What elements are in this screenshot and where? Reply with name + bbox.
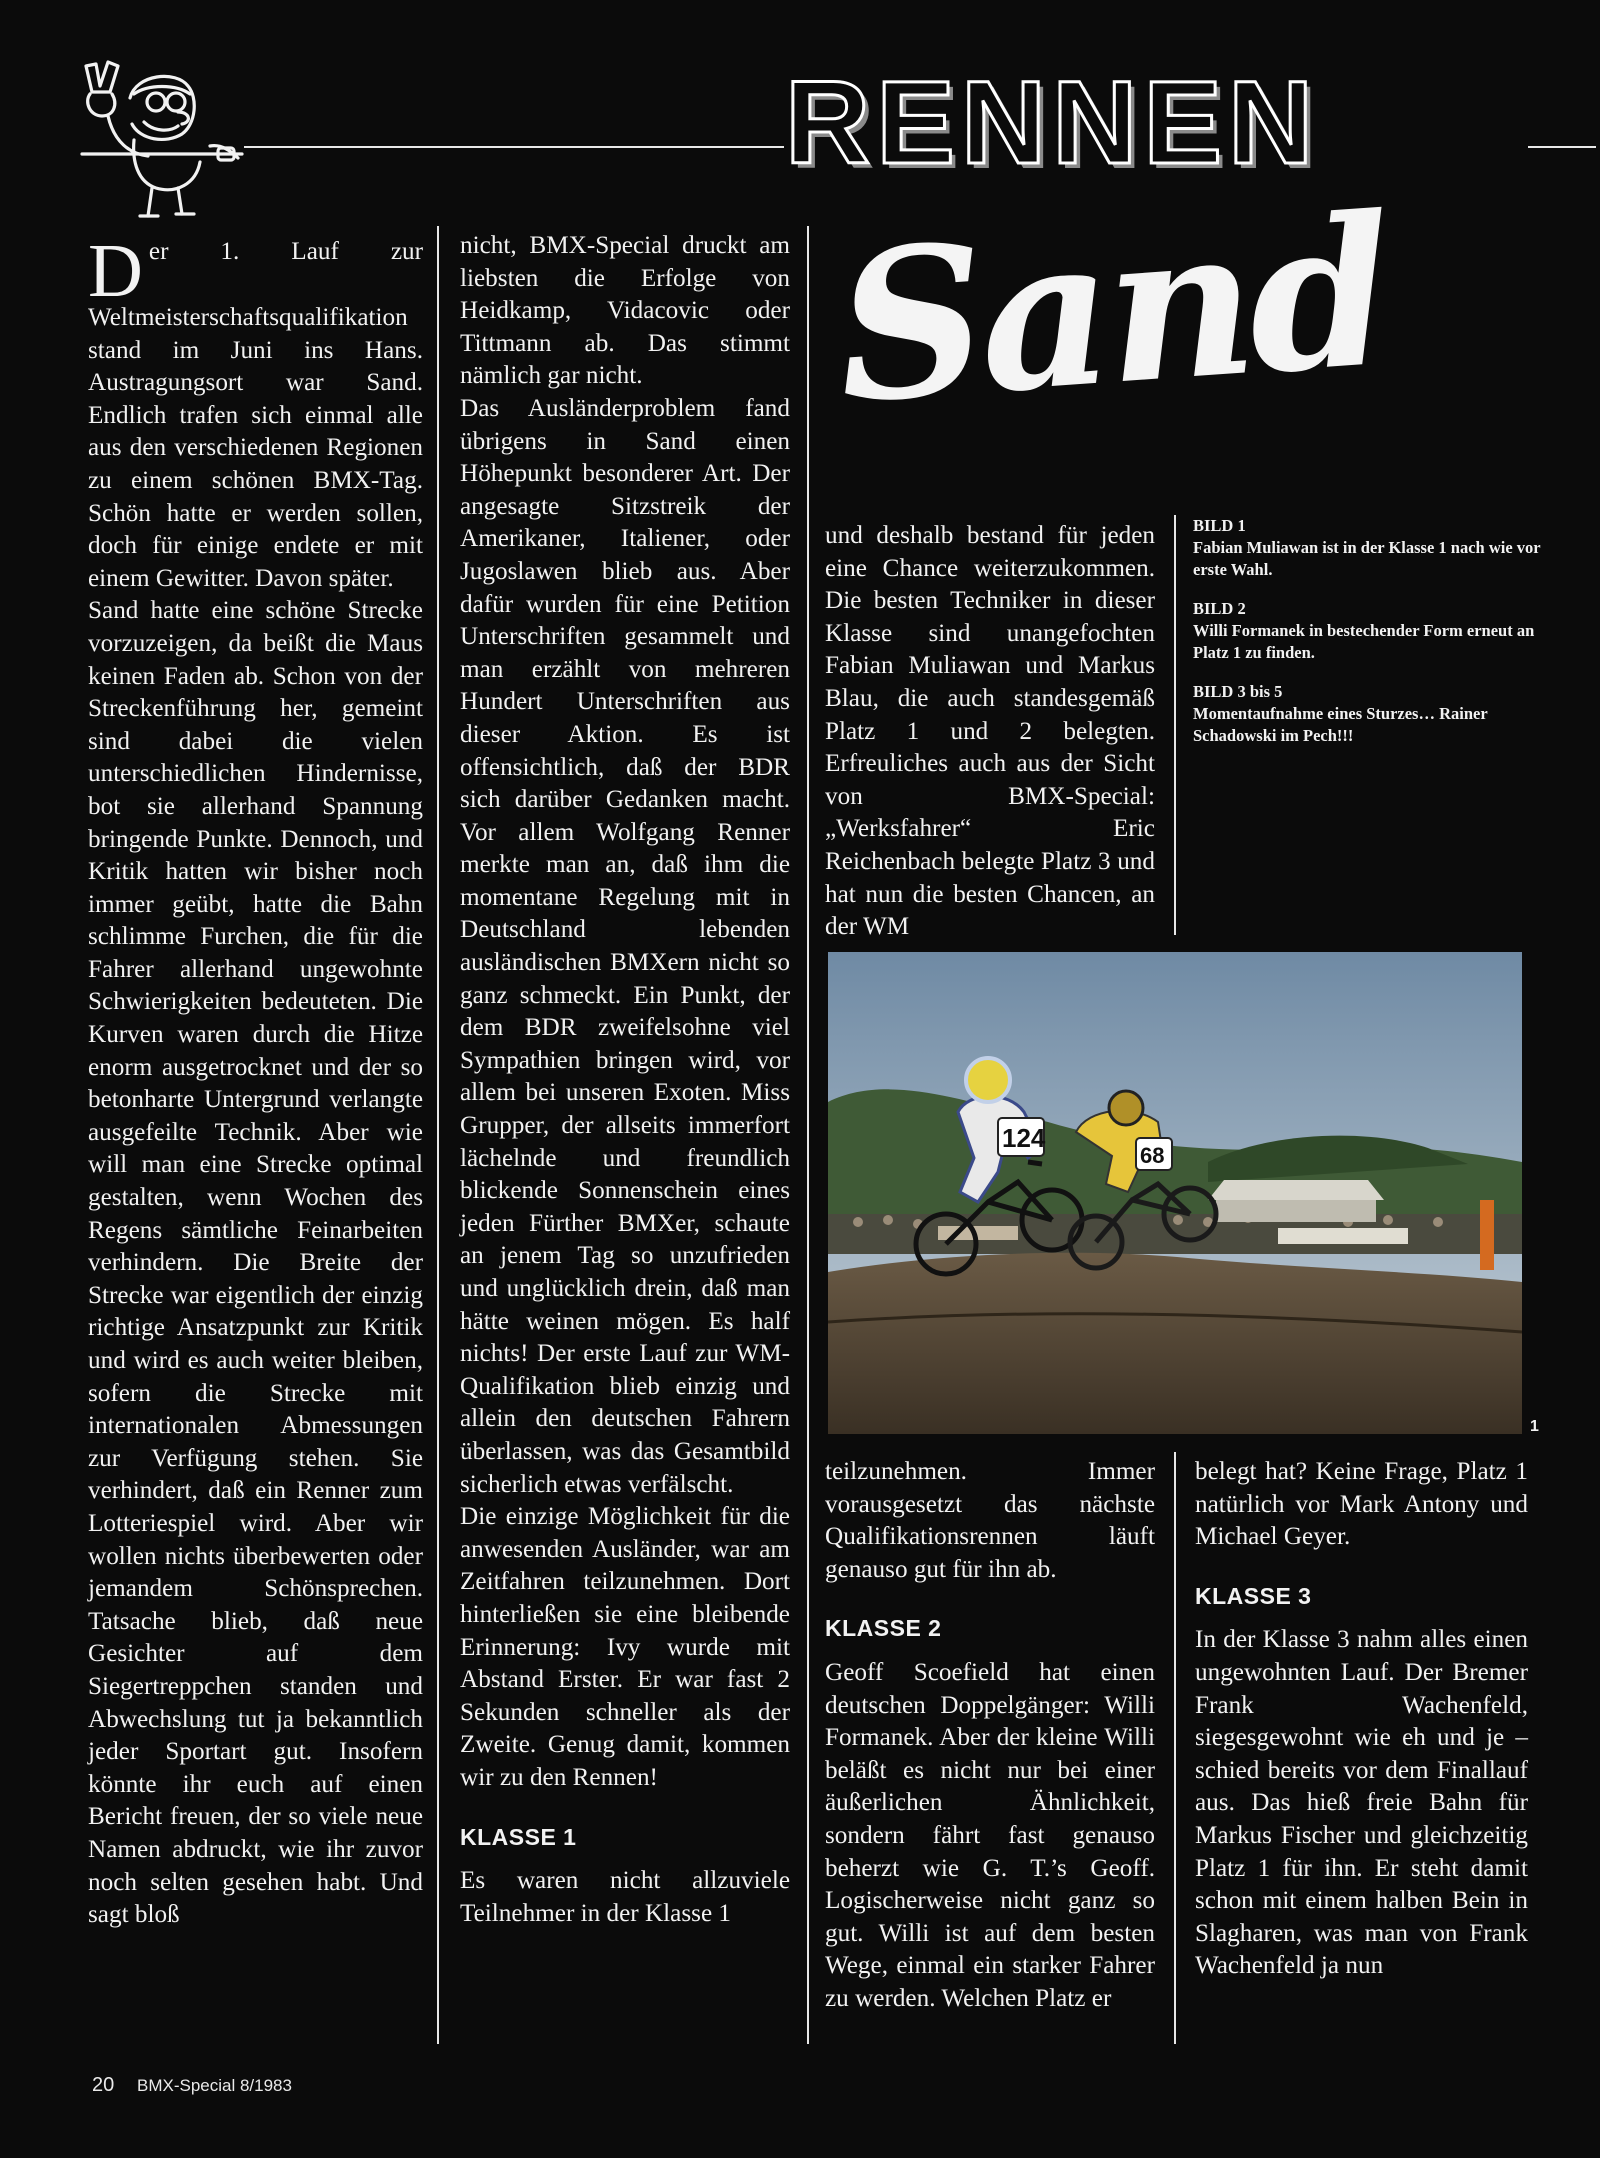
heading-klasse-3: KLASSE 3: [1195, 1582, 1312, 1609]
col3-top-paragraph: und deshalb bestand für jeden eine Chance weiterzukommen. Die besten Techniker in dieser Klasse sind unangefochten Fabian Muliawan und Markus Blau, die auch standesgemäß Platz 1 und 2 belegten. Erfreuliches auch aus der Sicht von BMX-Special: „Werksfahrer“ Eric Reichenbach belegte Platz 3 und hat nun die besten Chancen, an der WM: [825, 522, 1155, 941]
caption-bild-1: BILD 1 Fabian Muliawan ist in der Klasse 1 nach wie vor erste Wahl.: [1193, 516, 1541, 579]
col2-paragraph-4: Es waren nicht allzuviele Teilnehmer in der Klasse 1: [460, 1867, 790, 1927]
race-photo: [828, 952, 1522, 1434]
col1-paragraph-1: er 1. Lauf zur Weltmeisterschaftsqualifikation stand im Juni ins Hans. Austragungsort war Sand. Endlich trafen sich einmal alle aus den verschiedenen Regionen zu einem schönen BMX-Tag. Schön hatte er werden sollen, doch für einige endete er mit einem Gewitter. Davon später.: [88, 238, 423, 592]
article-column-3-top: [825, 520, 1155, 944]
header-rule-left: [244, 146, 784, 148]
header-rule-right: [1528, 146, 1596, 148]
col4-bottom-paragraph-2: In der Klasse 3 nahm alles einen ungewohnten Lauf. Der Bremer Frank Wachenfeld, siegesgewohnt wie eh und je – schied bereits vor dem Finallauf aus. Das hieß freie Bahn für Markus Fischer und gleichzeitig Platz 1 für ihn. Er steht damit schon mit einem halben Bein in Slagharen, was man von Frank Wachenfeld ja nun: [1195, 1626, 1528, 1980]
publication-name: BMX-Special 8/1983: [136, 2076, 292, 2095]
page-number: 20: [92, 2074, 115, 2096]
heading-klasse-2: KLASSE 2: [825, 1615, 942, 1642]
col4-bottom-paragraph-1: belegt hat? Keine Frage, Platz 1 natürlich vor Mark Antony und Michael Geyer.: [1195, 1458, 1528, 1551]
article-column-4-bottom: [1195, 1456, 1528, 1983]
article-column-2: [460, 230, 790, 1930]
heading-klasse-1: KLASSE 1: [460, 1823, 577, 1850]
col3-bottom-paragraph-2: Geoff Scoefield hat einen deutschen Doppelgänger: Willi Formanek. Aber der kleine Willi beläßt es nicht nur bei einer äußerlichen Ähnlichkeit, sondern fährt fast genauso beherzt wie G. T.’s Geoff. Logischerweise nicht ganz so gut. Willi ist auf dem besten Wege, einmal ein starker Fahrer zu werden. Welchen Platz er: [825, 1658, 1155, 2012]
number-plate-a: 124: [1002, 1123, 1046, 1153]
drop-cap: D: [88, 229, 143, 313]
column-rule-2: [807, 226, 809, 2044]
caption-bild-3-5: BILD 3 bis 5 Momentaufnahme eines Sturzes… Rainer Schadowski im Pech!!!: [1193, 682, 1488, 745]
col3-bottom-paragraph-1: teilzunehmen. Immer vorausgesetzt das nächste Qualifikationsrennen läuft genauso gut für ihn ab.: [825, 1458, 1155, 1583]
col1-paragraph-2: Sand hatte eine schöne Strecke vorzuzeigen, da beißt die Maus keinen Faden ab. Schon von der Streckenführung her, gemeint sind dabei die vielen unterschiedlichen Hindernisse, bot sie allerhand Spannung bringende Punkte. Dennoch, und Kritik hatten wir bisher noch immer geübt, hatte die Bahn schlimme Furchen, die für die Fahrer allerhand ungewohnte Schwierigkeiten bedeuteten. Die Kurven waren durch die Hitze enorm ausgetrocknet und der so betonharte Untergrund verlangte ausgefeilte Technik. Aber wie will man eine Strecke optimal gestalten, wenn Wochen des Regens sämtliche Feinarbeiten verhindern. Die Breite der Strecke war eigentlich der einzig richtige Ansatzpunkt zur Kritik und wird es auch weiter bleiben, sofern die Strecke mit internationalen Abmessungen zur Verfügung stehen. Sie verhindert, daß ein Renner zum Lotteriespiel wird. Aber wir wollen nichts überbewerten oder jemandem Schönsprechen. Tatsache blieb, daß neue Gesichter auf dem Siegertreppchen standen und Abwechslung tut ja bekanntlich jeder Sportart gut. Insofern könnte ihr euch auf einen Bericht freuen, der so viele neue Namen abdruckt, wie ihr zuvor noch selten gesehen habt. Und sagt bloß: [88, 597, 423, 1929]
photo-number: 1: [1530, 1418, 1539, 1435]
column-rule-3-top: [1174, 515, 1176, 935]
bmx-race-photo-icon: [828, 952, 1522, 1434]
headline-rennen: RENNEN: [785, 57, 1320, 189]
page-footer: [92, 2074, 292, 2097]
col2-paragraph-3: Die einzige Möglichkeit für die anwesenden Ausländer, war am Zeitfahren teilzunehmen. Dort hinterließen sie eine bleibende Erinnerung: Ivy wurde mit Abstand Erster. Er war fast 2 Sekunden schneller als der Zweite. Genug damit, kommen wir zu den Rennen!: [460, 1503, 790, 1791]
article-column-3-bottom: [825, 1456, 1155, 2016]
article-column-1: [88, 229, 423, 1932]
number-plate-b: 68: [1140, 1143, 1165, 1168]
photo-captions: [1193, 515, 1553, 764]
cartoon-mascot-icon: [78, 58, 246, 222]
col2-paragraph-1: nicht, BMX-Special druckt am liebsten die Erfolge von Heidkamp, Vidacovic oder Tittmann ab. Das stimmt nämlich gar nicht.: [460, 232, 790, 390]
headline-sand: Sand: [829, 171, 1395, 450]
mascot-logo: [78, 58, 246, 222]
column-rule-3-bottom: [1174, 1452, 1176, 2044]
caption-bild-2: BILD 2 Willi Formanek in bestechender Form erneut an Platz 1 zu finden.: [1193, 599, 1535, 662]
column-rule-1: [437, 226, 439, 2044]
col2-paragraph-2: Das Ausländerproblem fand übrigens in Sand einen Höhepunkt besonderer Art. Der angesagte Sitzstreik der Amerikaner, Italiener, oder Jugoslawen blieb aus. Aber dafür wurden für eine Petition Unterschriften gesammelt und man erzählt von mehreren Hundert Unterschriften aus dieser Aktion. Es ist offensichtlich, daß der BDR sich darüber Gedanken macht. Vor allem Wolfgang Renner merkte man an, daß ihm die momentane Regelung mit in Deutschland lebenden ausländischen BMXern nicht so ganz schmeckt. Ein Punkt, der dem BDR zweifelsohne viel Sympathien bringen wird, vor allem bei unseren Exoten. Miss Grupper, der allseits immerfort lächelnde und freundlich blickende Sonnenschein eines jeden Fürther BMXer, schaute an jenem Tag so unzufrieden und unglücklich drein, daß man hätte weinen mögen. Es half nichts! Der erste Lauf zur WM-Qualifikation blieb einzig und allein den deutschen Fahrern überlassen, was das Gesamtbild sicherlich etwas verfälscht.: [460, 394, 790, 1498]
